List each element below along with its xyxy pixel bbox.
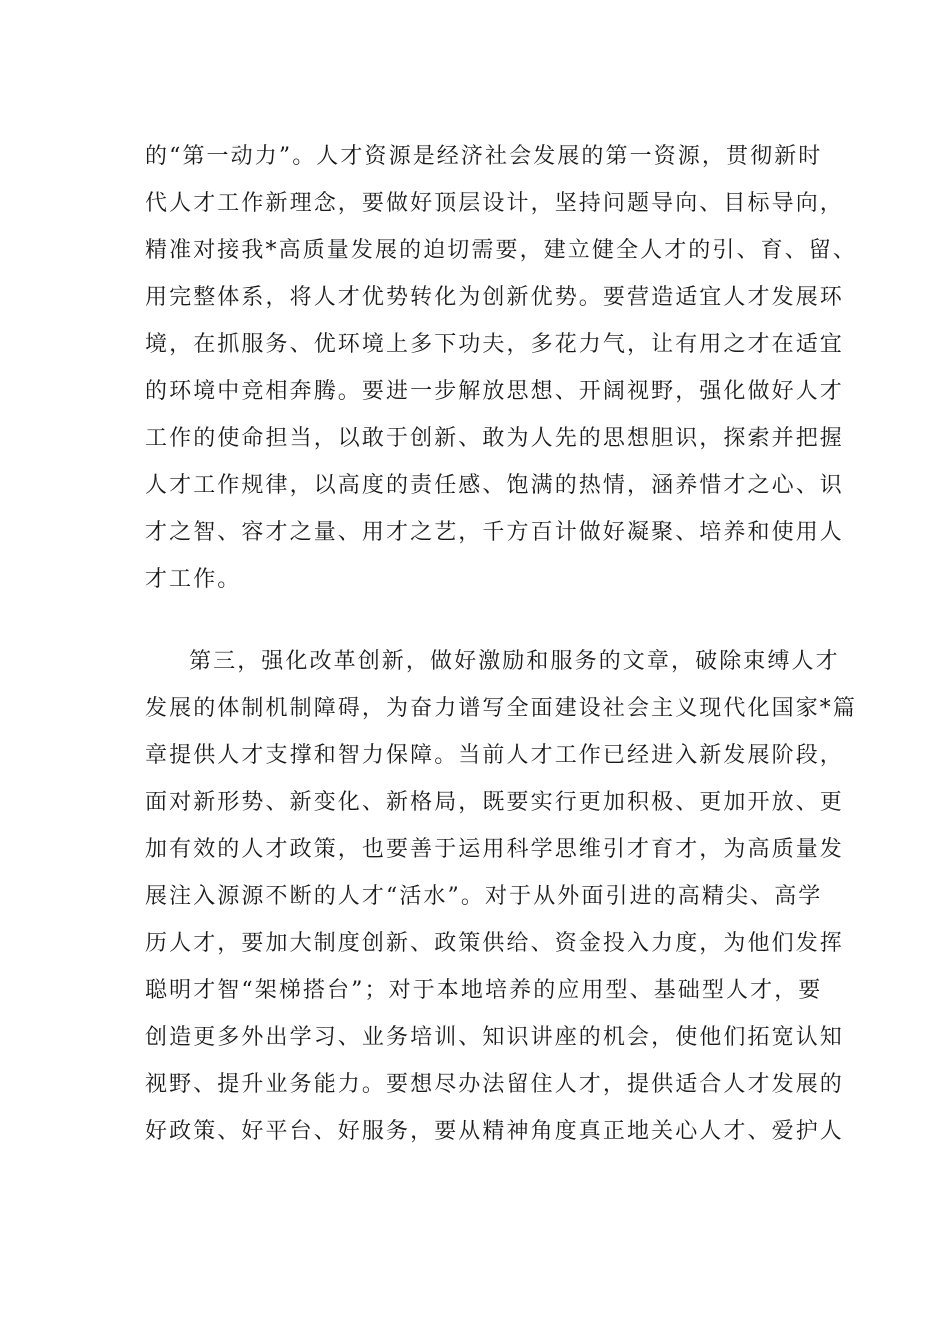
paragraph-1-line: 工作的使命担当，以敢于创新、敢为人先的思想胆识，探索并把握 <box>145 426 844 451</box>
paragraph-2-line: 创造更多外出学习、业务培训、知识讲座的机会，使他们拓宽认知 <box>145 1025 844 1050</box>
paragraph-2-line: 加有效的人才政策，也要善于运用科学思维引才育才，为高质量发 <box>145 837 844 862</box>
paragraph-1-line: 才工作。 <box>145 567 242 592</box>
paragraph-2-line: 视野、提升业务能力。要想尽办法留住人才，提供适合人才发展的 <box>145 1072 844 1097</box>
document-body <box>145 0 858 1344</box>
paragraph-2-line: 发展的体制机制障碍，为奋力谱写全面建设社会主义现代化国家*篇 <box>145 696 858 721</box>
paragraph-1-line: 境，在抓服务、优环境上多下功夫，多花力气，让有用之才在适宜 <box>145 332 844 357</box>
paragraph-1-line: 代人才工作新理念，要做好顶层设计，坚持问题导向、目标导向， <box>145 191 844 216</box>
paragraph-2-line: 面对新形势、新变化、新格局，既要实行更加积极、更加开放、更 <box>145 790 844 815</box>
paragraph-2-line: 展注入源源不断的人才“活水”。对于从外面引进的高精尖、高学 <box>145 884 823 909</box>
paragraph-2-line: 历人才，要加大制度创新、政策供给、资金投入力度，为他们发挥 <box>145 931 844 956</box>
paragraph-2-line: 章提供人才支撑和智力保障。当前人才工作已经进入新发展阶段， <box>145 743 844 768</box>
paragraph-1-line: 精准对接我*高质量发展的迫切需要，建立健全人才的引、育、留、 <box>145 238 858 263</box>
paragraph-1-line: 用完整体系，将人才优势转化为创新优势。要营造适宜人才发展环 <box>145 285 844 310</box>
paragraph-1-line: 人才工作规律，以高度的责任感、饱满的热情，涵养惜才之心、识 <box>145 473 844 498</box>
paragraph-2-line: 好政策、好平台、好服务，要从精神角度真正地关心人才、爱护人 <box>145 1119 844 1144</box>
paragraph-1-line: 的“第一动力”。人才资源是经济社会发展的第一资源，贯彻新时 <box>145 144 823 169</box>
paragraph-2-line: 聪明才智“架梯搭台”；对于本地培养的应用型、基础型人才，要 <box>145 978 823 1003</box>
paragraph-1-line: 才之智、容才之量、用才之艺，千方百计做好凝聚、培养和使用人 <box>145 520 844 545</box>
paragraph-2-line: 第三，强化改革创新，做好激励和服务的文章，破除束缚人才 <box>189 649 840 674</box>
paragraph-1-line: 的环境中竞相奔腾。要进一步解放思想、开阔视野，强化做好人才 <box>145 379 844 404</box>
